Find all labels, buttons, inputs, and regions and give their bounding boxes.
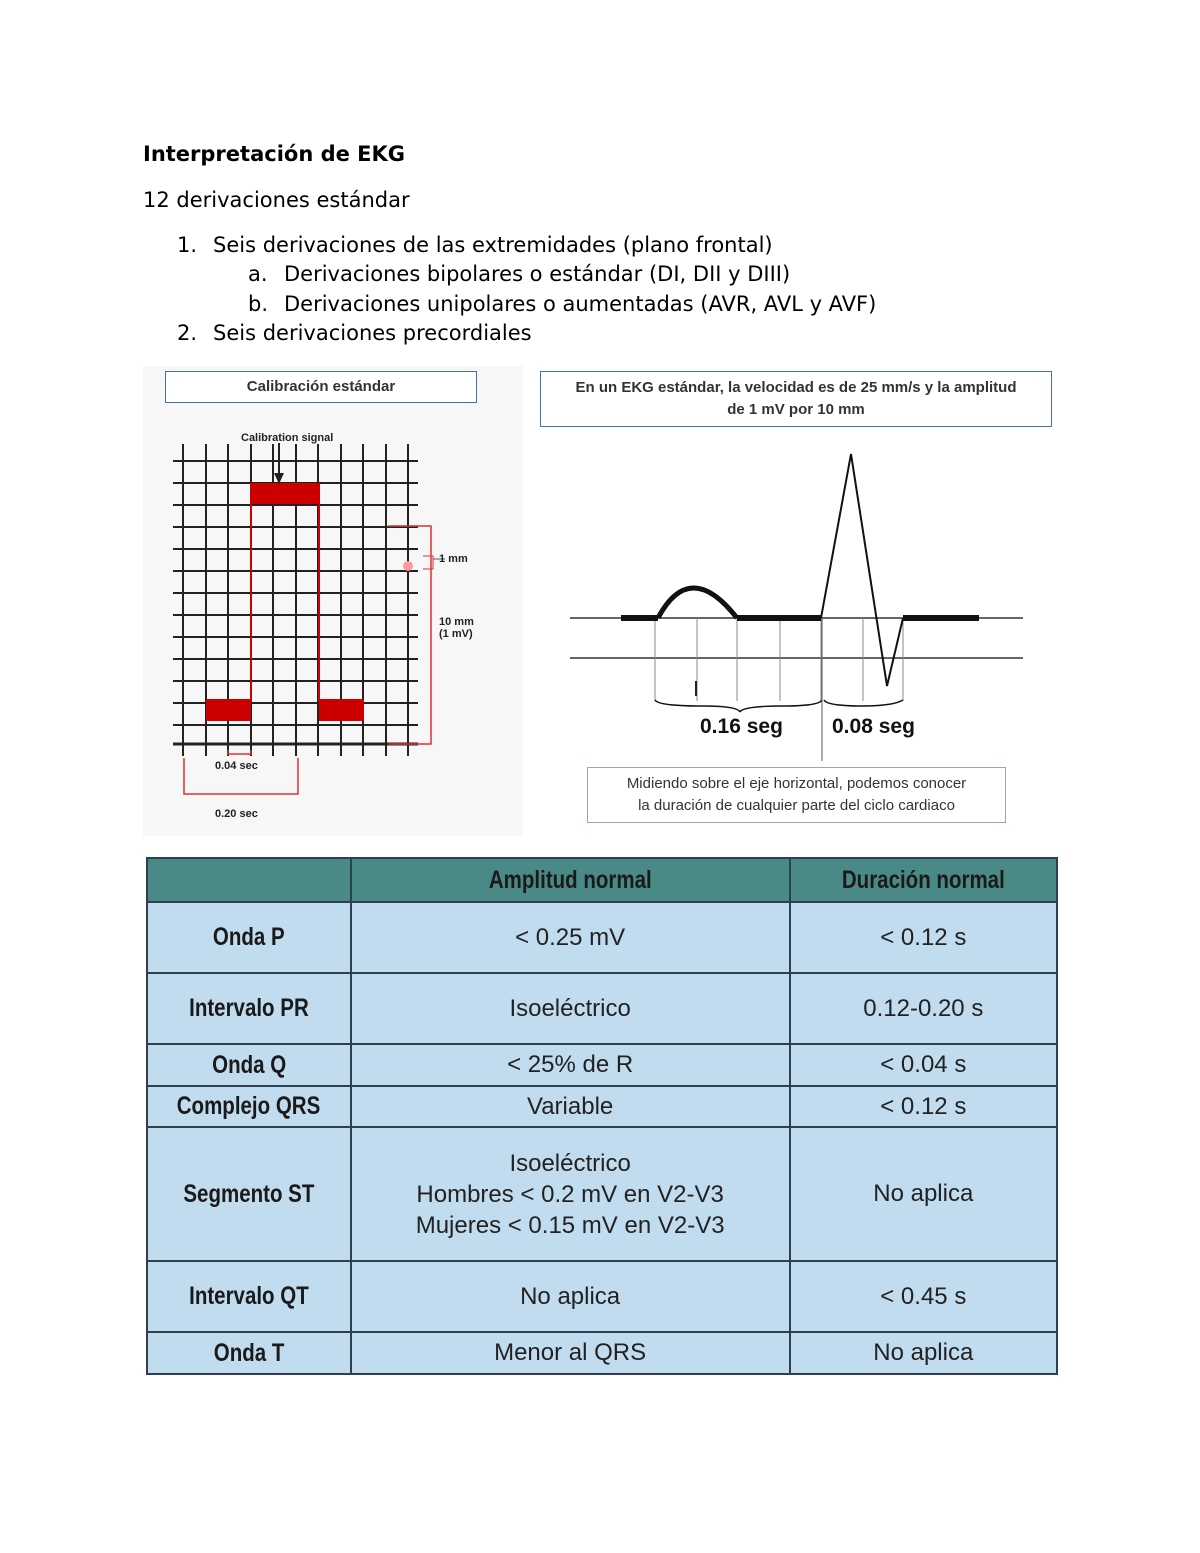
list-number: 1. [177, 233, 198, 257]
amplitude-cell [351, 1127, 790, 1261]
list-item [177, 233, 773, 257]
list-item [177, 321, 532, 345]
amplitude-line: Mujeres < 0.15 mV en V2-V3 [415, 1211, 725, 1239]
table-row [147, 1332, 1057, 1374]
duration-cell: < 0.45 s [790, 1261, 1057, 1332]
note-line1: Midiendo sobre el eje horizontal, podemos conocer [626, 775, 967, 792]
duration-cell: < 0.12 s [790, 1086, 1057, 1127]
list-number: 2. [177, 321, 198, 345]
header-amplitude: Amplitud normal [351, 858, 790, 902]
measurement-note-box [587, 767, 1006, 823]
table-row [147, 1086, 1057, 1127]
table-row [147, 973, 1057, 1044]
amplitude-cell: No aplica [351, 1261, 790, 1332]
calibration-title-box [165, 371, 477, 403]
amplitude-cell: < 0.25 mV [351, 902, 790, 973]
label-1mv: (1 mV) [439, 628, 473, 640]
list-item [248, 292, 876, 316]
duration-008: 0.08 seg [832, 715, 915, 738]
row-label: Intervalo PR [147, 973, 351, 1044]
list-letter: b. [248, 292, 269, 316]
list-item [248, 262, 790, 286]
table-row [147, 1261, 1057, 1332]
table-header-row [147, 858, 1057, 902]
page-title: Interpretación de EKG [143, 142, 406, 166]
duration-cell: No aplica [790, 1127, 1057, 1261]
calibration-signal-label: Calibration signal [241, 432, 334, 444]
speed-info-box [540, 371, 1052, 427]
label-0-04-sec: 0.04 sec [215, 760, 258, 772]
list-text: Derivaciones bipolares o estándar (DI, DII y DIII) [284, 262, 791, 286]
amplitude-cell: < 25% de R [351, 1044, 790, 1086]
section-subtitle: 12 derivaciones estándar [143, 188, 410, 212]
table-row [147, 902, 1057, 973]
speed-info-line2: de 1 mV por 10 mm [727, 401, 865, 418]
table-row [147, 1127, 1057, 1261]
label-10mm: 10 mm [439, 616, 474, 628]
ekg-diagram [143, 366, 1058, 836]
list-text: Seis derivaciones precordiales [213, 321, 532, 345]
duration-cell: < 0.04 s [790, 1044, 1057, 1086]
row-label: Segmento ST [147, 1127, 351, 1261]
row-label: Intervalo QT [147, 1261, 351, 1332]
header-duration: Duración normal [790, 858, 1057, 902]
list-text: Seis derivaciones de las extremidades (plano frontal) [213, 233, 773, 257]
list-letter: a. [248, 262, 268, 286]
label-1mm: 1 mm [439, 553, 468, 565]
row-label: Onda T [147, 1332, 351, 1374]
list-text: Derivaciones unipolares o aumentadas (AVR, AVL y AVF) [284, 292, 877, 316]
ekg-reference-table [146, 857, 1058, 1375]
label-0-20-sec: 0.20 sec [215, 808, 258, 820]
calibration-title: Calibración estándar [246, 378, 396, 395]
table-row [147, 1044, 1057, 1086]
header-blank [147, 858, 351, 902]
duration-016: 0.16 seg [700, 715, 783, 738]
note-line2: la duración de cualquier parte del ciclo cardiaco [638, 797, 955, 814]
amplitude-cell: Menor al QRS [351, 1332, 790, 1374]
duration-cell: 0.12-0.20 s [790, 973, 1057, 1044]
amplitude-cell: Isoeléctrico [351, 973, 790, 1044]
amplitude-line: Hombres < 0.2 mV en V2-V3 [416, 1180, 724, 1208]
row-label: Onda Q [147, 1044, 351, 1086]
amplitude-cell: Variable [351, 1086, 790, 1127]
ekg-figure [143, 366, 1058, 836]
speed-info-line1: En un EKG estándar, la velocidad es de 25 mm/s y la amplitud [575, 379, 1017, 396]
amplitude-line: Isoeléctrico [509, 1149, 631, 1177]
row-label: Onda P [147, 902, 351, 973]
row-label: Complejo QRS [147, 1086, 351, 1127]
duration-cell: No aplica [790, 1332, 1057, 1374]
duration-cell: < 0.12 s [790, 902, 1057, 973]
